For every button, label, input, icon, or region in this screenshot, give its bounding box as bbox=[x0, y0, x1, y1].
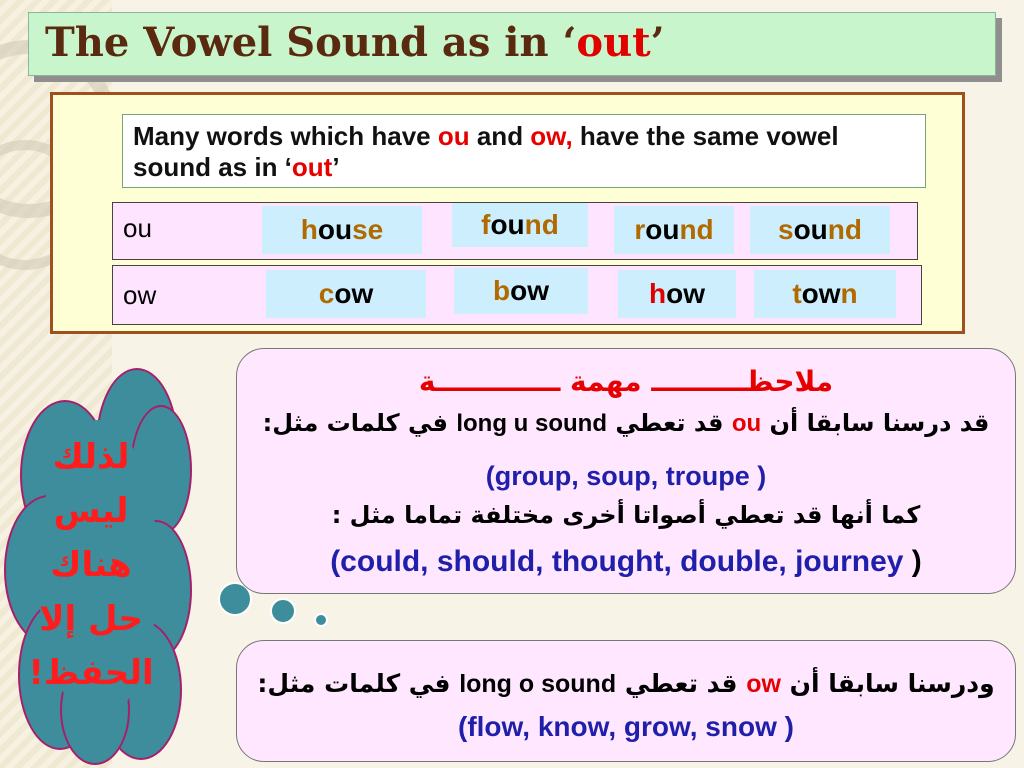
note-ow: ow bbox=[746, 670, 781, 698]
intro-ou: ou bbox=[437, 121, 470, 151]
word-vowel: ou bbox=[645, 214, 680, 245]
word-vowel: ow bbox=[666, 278, 705, 309]
cloud-line: هناك bbox=[50, 545, 132, 585]
note-line-ow-long-o bbox=[237, 669, 1015, 699]
intro-out: out bbox=[291, 152, 333, 182]
word-onset: f bbox=[481, 209, 491, 240]
word-chip-cow bbox=[266, 270, 426, 318]
word-coda: se bbox=[352, 214, 384, 245]
title-accent-word: out bbox=[576, 19, 651, 66]
intro-text: have the same vowel sound as in ‘ bbox=[133, 121, 839, 182]
word-onset: c bbox=[318, 278, 335, 309]
note-examples-words: (could, should, thought, double, journey bbox=[330, 545, 904, 578]
intro-ow: ow, bbox=[530, 121, 573, 151]
cloud-line: لذلك bbox=[52, 437, 130, 477]
note-text: قد درسنا سابقا أن bbox=[761, 409, 990, 437]
word-chip-how bbox=[618, 270, 736, 318]
note-box-ow bbox=[236, 640, 1016, 762]
intro-text: and bbox=[469, 121, 531, 151]
word-chip-round bbox=[614, 206, 734, 254]
note-heading: ملاحظــــــــــ مهمة ـــــــــــــة bbox=[418, 365, 834, 398]
intro-text: Many words which have bbox=[133, 121, 438, 151]
thought-bubble bbox=[314, 613, 328, 627]
title-prefix: The Vowel Sound as in ‘ bbox=[45, 19, 577, 66]
word-onset: s bbox=[777, 214, 794, 245]
note-line-other-sounds: كما أنها قد تعطي أصواتا أخرى مختلفة تماما مثل : bbox=[331, 501, 921, 529]
cloud-line: الحفظ! bbox=[28, 653, 154, 693]
word-onset: t bbox=[792, 278, 802, 309]
word-vowel: ou bbox=[317, 214, 353, 245]
intro-text-box bbox=[122, 114, 926, 188]
word-onset: r bbox=[634, 214, 646, 245]
word-vowel: ow bbox=[801, 278, 841, 309]
slide-title-bar bbox=[28, 12, 996, 76]
word-vowel: ou bbox=[793, 214, 828, 245]
word-chip-sound bbox=[750, 206, 890, 254]
cloud-line: ليس bbox=[53, 491, 129, 531]
word-vowel: ow bbox=[334, 278, 374, 309]
row-label-ou: ou bbox=[123, 213, 152, 243]
intro-text: ’ bbox=[332, 152, 340, 182]
slide-title bbox=[45, 19, 665, 66]
note-text: في كلمات مثل: bbox=[257, 669, 460, 698]
note-line-ou-long-u bbox=[237, 409, 1015, 438]
word-vowel: ow bbox=[510, 275, 549, 306]
word-onset: b bbox=[493, 275, 511, 306]
note-text: قد تعطي bbox=[606, 409, 732, 437]
row-label-ow: ow bbox=[123, 280, 157, 310]
note-long-u: long u sound bbox=[456, 410, 607, 437]
note-text: قد تعطي bbox=[616, 669, 747, 698]
note-examples-other bbox=[237, 545, 1015, 579]
word-chip-house bbox=[262, 206, 422, 254]
word-chip-town bbox=[754, 270, 896, 318]
note-text: في كلمات مثل: bbox=[262, 409, 457, 437]
word-onset: h bbox=[649, 278, 667, 309]
note-box-ou bbox=[236, 348, 1016, 594]
note-text: ودرسنا سابقا أن bbox=[780, 669, 995, 698]
word-chip-bow bbox=[454, 268, 588, 314]
cloud-message bbox=[26, 430, 156, 700]
word-coda: nd bbox=[524, 209, 559, 240]
note-examples-long-u: (group, soup, troupe ) bbox=[485, 461, 767, 491]
word-coda: n bbox=[840, 278, 858, 309]
word-chip-found bbox=[452, 203, 588, 247]
note-examples-close: ) bbox=[903, 545, 922, 578]
word-coda: nd bbox=[827, 214, 862, 245]
note-examples-long-o: (flow, know, grow, snow ) bbox=[458, 711, 794, 742]
thought-bubble bbox=[270, 598, 296, 624]
word-vowel: ou bbox=[490, 209, 525, 240]
title-suffix: ’ bbox=[650, 19, 665, 66]
note-long-o: long o sound bbox=[459, 670, 617, 698]
cloud-line: حل إلا bbox=[39, 599, 143, 639]
word-onset: h bbox=[300, 214, 318, 245]
note-ou: ou bbox=[731, 410, 762, 437]
word-coda: nd bbox=[679, 214, 714, 245]
